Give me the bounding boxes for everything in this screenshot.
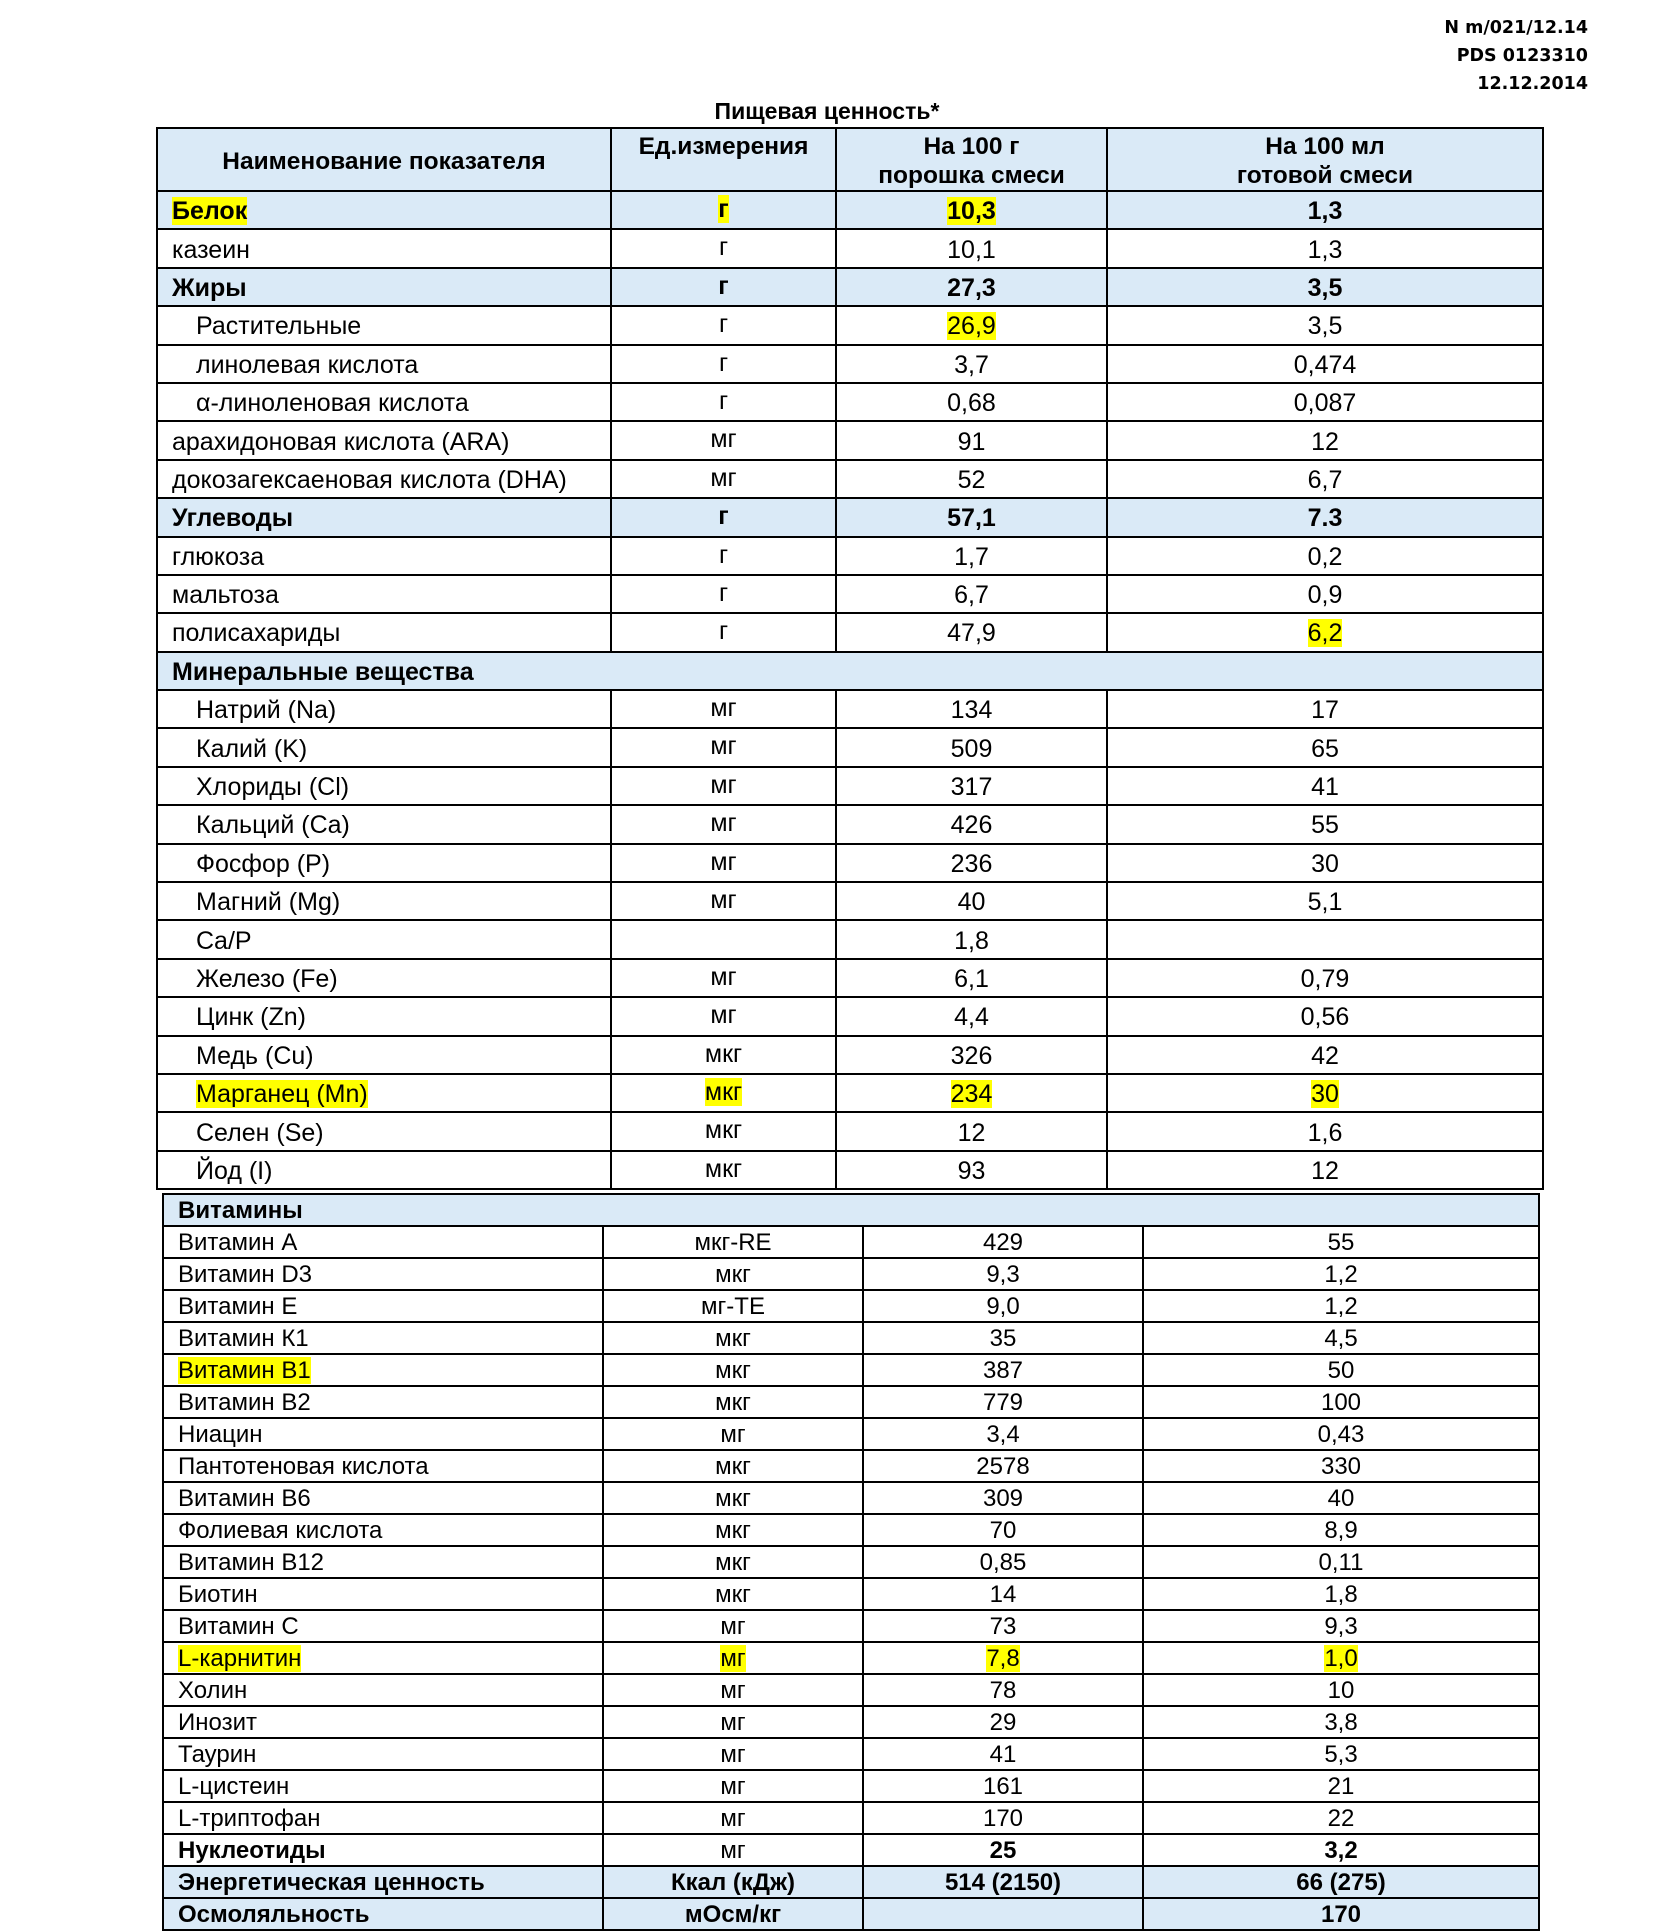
row-value-100ml: 9,3: [1143, 1610, 1539, 1642]
row-value-100ml: 21: [1143, 1770, 1539, 1802]
row-value-100ml: 170: [1143, 1898, 1539, 1930]
row-name: Витамин В12: [163, 1546, 603, 1578]
table-row: [157, 1074, 1543, 1112]
nutrition-table: [156, 127, 1544, 1190]
table-row: [163, 1514, 1539, 1546]
document-meta: [1444, 14, 1588, 98]
row-value-100ml: 12: [1107, 1151, 1543, 1189]
row-name: Ниацин: [163, 1418, 603, 1450]
row-value-100ml: 0,2: [1107, 537, 1543, 575]
table-row: [157, 767, 1543, 805]
row-unit: мг: [611, 767, 836, 805]
row-unit: мг: [611, 997, 836, 1035]
row-name: L-триптофан: [163, 1802, 603, 1834]
section-title: Витамины: [163, 1194, 1539, 1226]
table-row: [163, 1226, 1539, 1258]
row-name: Фолиевая кислота: [163, 1514, 603, 1546]
row-unit: мг: [611, 460, 836, 498]
table-row: [157, 1036, 1543, 1074]
row-value-100g: 91: [836, 421, 1107, 459]
table-row: [163, 1546, 1539, 1578]
row-value-100ml: 6,2: [1307, 619, 1343, 648]
row-value-100g: 234: [950, 1080, 993, 1109]
row-unit: мг-ТЕ: [603, 1290, 863, 1322]
row-name: Марганец (Mn): [196, 1080, 368, 1109]
table-row: [163, 1674, 1539, 1706]
row-value-100ml: 0,474: [1107, 345, 1543, 383]
row-unit: г: [611, 345, 836, 383]
table-row: [157, 537, 1543, 575]
row-unit: мкг: [603, 1450, 863, 1482]
row-value-100ml: [1107, 920, 1543, 958]
table-row: [157, 920, 1543, 958]
table-row: [163, 1866, 1539, 1898]
table-row: [163, 1770, 1539, 1802]
row-unit: мг: [611, 805, 836, 843]
row-value-100ml: 55: [1107, 805, 1543, 843]
row-unit: мкг: [603, 1258, 863, 1290]
row-value-100g: 161: [863, 1770, 1143, 1802]
row-name: Хлориды (Cl): [157, 767, 611, 805]
table-row: [163, 1738, 1539, 1770]
header-per-100g: На 100 г порошка смеси: [836, 128, 1107, 191]
row-value-100ml: 50: [1143, 1354, 1539, 1386]
row-value-100g: 9,3: [863, 1258, 1143, 1290]
row-name: Натрий (Na): [157, 690, 611, 728]
row-value-100ml: 3,2: [1143, 1834, 1539, 1866]
table-row: [163, 1354, 1539, 1386]
table-row: [157, 1112, 1543, 1150]
row-unit: мОсм/кг: [603, 1898, 863, 1930]
table-row: [163, 1290, 1539, 1322]
row-unit: мг: [603, 1738, 863, 1770]
row-value-100ml: 0,56: [1107, 997, 1543, 1035]
row-value-100ml: 1,3: [1107, 191, 1543, 229]
row-value-100g: 7,8: [986, 1645, 1020, 1672]
table-row: [163, 1642, 1539, 1674]
table-row: [157, 383, 1543, 421]
row-value-100g: 236: [836, 844, 1107, 882]
row-value-100g: 47,9: [836, 613, 1107, 651]
row-unit: г: [611, 306, 836, 344]
section-header-minerals: [157, 652, 1543, 690]
doc-date: 12.12.2014: [1477, 74, 1588, 94]
row-unit: мкг: [611, 1112, 836, 1150]
row-value-100g: [863, 1898, 1143, 1930]
row-unit: мкг: [603, 1386, 863, 1418]
table-row: [157, 690, 1543, 728]
section-title: Минеральные вещества: [157, 652, 1543, 690]
row-value-100ml: 3,8: [1143, 1706, 1539, 1738]
row-name: Витамин В1: [178, 1357, 311, 1384]
row-value-100g: 9,0: [863, 1290, 1143, 1322]
table-row: [157, 460, 1543, 498]
row-name: казеин: [157, 229, 611, 267]
table-header: [157, 128, 1543, 191]
row-value-100ml: 1,3: [1107, 229, 1543, 267]
row-value-100g: 134: [836, 690, 1107, 728]
row-value-100g: 3,4: [863, 1418, 1143, 1450]
row-value-100ml: 41: [1107, 767, 1543, 805]
table-row: [157, 306, 1543, 344]
vitamins-table: [162, 1193, 1540, 1931]
row-unit: мкг: [603, 1514, 863, 1546]
row-value-100g: 35: [863, 1322, 1143, 1354]
header-per-100ml: На 100 мл готовой смеси: [1107, 128, 1543, 191]
row-value-100ml: 66 (275): [1143, 1866, 1539, 1898]
row-value-100ml: 10: [1143, 1674, 1539, 1706]
page-title: Пищевая ценность*: [714, 98, 940, 124]
row-value-100g: 326: [836, 1036, 1107, 1074]
row-value-100ml: 330: [1143, 1450, 1539, 1482]
row-value-100g: 509: [836, 728, 1107, 766]
row-unit: г: [611, 575, 836, 613]
row-unit: мг: [611, 690, 836, 728]
row-value-100g: 70: [863, 1514, 1143, 1546]
row-name: глюкоза: [157, 537, 611, 575]
row-unit: Ккал (кДж): [603, 1866, 863, 1898]
row-value-100g: 2578: [863, 1450, 1143, 1482]
row-value-100g: 29: [863, 1706, 1143, 1738]
row-name: L-карнитин: [178, 1645, 302, 1672]
row-value-100g: 4,4: [836, 997, 1107, 1035]
row-value-100ml: 0,11: [1143, 1546, 1539, 1578]
row-unit: мкг: [603, 1482, 863, 1514]
pds-number: PDS 0123310: [1456, 46, 1588, 66]
row-value-100ml: 65: [1107, 728, 1543, 766]
row-value-100g: 93: [836, 1151, 1107, 1189]
row-name: Цинк (Zn): [157, 997, 611, 1035]
row-value-100ml: 30: [1311, 1080, 1339, 1109]
table-row: [157, 959, 1543, 997]
row-name: Белок: [172, 197, 248, 226]
row-unit: мкг: [704, 1077, 743, 1106]
table-row: [157, 844, 1543, 882]
table-row: [163, 1418, 1539, 1450]
row-name: Витамин В6: [163, 1482, 603, 1514]
row-unit: мкг: [603, 1546, 863, 1578]
row-name: Витамин В2: [163, 1386, 603, 1418]
row-unit: мг: [611, 882, 836, 920]
row-value-100g: 12: [836, 1112, 1107, 1150]
row-value-100g: 0,68: [836, 383, 1107, 421]
row-unit: мг: [603, 1802, 863, 1834]
row-name: Калий (K): [157, 728, 611, 766]
row-name: арахидоновая кислота (ARA): [157, 421, 611, 459]
row-name: Фосфор (P): [157, 844, 611, 882]
row-name: Нуклеотиды: [163, 1834, 603, 1866]
row-unit: мг: [603, 1674, 863, 1706]
row-name: Йод (I): [157, 1151, 611, 1189]
row-unit: мкг-RE: [603, 1226, 863, 1258]
row-value-100ml: 0,79: [1107, 959, 1543, 997]
row-unit: г: [611, 537, 836, 575]
row-value-100ml: 5,3: [1143, 1738, 1539, 1770]
row-unit: мг: [611, 421, 836, 459]
table-row: [157, 575, 1543, 613]
row-value-100ml: 30: [1107, 844, 1543, 882]
row-value-100g: 73: [863, 1610, 1143, 1642]
row-unit: мг: [720, 1645, 746, 1672]
row-unit: г: [611, 268, 836, 306]
row-value-100g: 41: [863, 1738, 1143, 1770]
row-value-100ml: 6,7: [1107, 460, 1543, 498]
table-row: [157, 498, 1543, 536]
row-name: Биотин: [163, 1578, 603, 1610]
row-unit: мкг: [611, 1151, 836, 1189]
table-row: [163, 1450, 1539, 1482]
row-value-100g: 57,1: [836, 498, 1107, 536]
row-value-100ml: 40: [1143, 1482, 1539, 1514]
row-unit: мг: [611, 728, 836, 766]
table-row: [163, 1610, 1539, 1642]
row-value-100g: 26,9: [947, 312, 996, 341]
row-value-100g: 40: [836, 882, 1107, 920]
row-unit: мг: [603, 1770, 863, 1802]
table-row: [157, 345, 1543, 383]
row-name: Витамин К1: [163, 1322, 603, 1354]
row-value-100g: 1,7: [836, 537, 1107, 575]
row-unit: [611, 920, 836, 958]
row-value-100ml: 55: [1143, 1226, 1539, 1258]
table-row: [163, 1258, 1539, 1290]
row-name: Холин: [163, 1674, 603, 1706]
row-unit: мг: [603, 1706, 863, 1738]
row-name: α-линоленовая кислота: [157, 383, 611, 421]
row-value-100g: 25: [863, 1834, 1143, 1866]
table-row: [163, 1834, 1539, 1866]
row-unit: мкг: [603, 1354, 863, 1386]
row-name: Инозит: [163, 1706, 603, 1738]
table-row: [157, 805, 1543, 843]
row-unit: г: [611, 383, 836, 421]
row-name: Ca/P: [157, 920, 611, 958]
row-value-100g: 170: [863, 1802, 1143, 1834]
row-unit: мг: [603, 1834, 863, 1866]
row-name: Витамин D3: [163, 1258, 603, 1290]
row-value-100g: 14: [863, 1578, 1143, 1610]
row-value-100ml: 1,6: [1107, 1112, 1543, 1150]
row-unit: мкг: [603, 1322, 863, 1354]
row-name: Жиры: [157, 268, 611, 306]
row-name: полисахариды: [157, 613, 611, 651]
row-unit: мг: [603, 1610, 863, 1642]
row-unit: г: [611, 498, 836, 536]
table-row: [163, 1802, 1539, 1834]
row-unit: г: [611, 229, 836, 267]
table-row: [157, 1151, 1543, 1189]
table-row: [157, 997, 1543, 1035]
doc-code: N m/021/12.14: [1444, 18, 1588, 38]
row-value-100g: 429: [863, 1226, 1143, 1258]
row-value-100ml: 0,087: [1107, 383, 1543, 421]
row-name: Растительные: [157, 306, 611, 344]
row-name: Таурин: [163, 1738, 603, 1770]
row-name: Энергетическая ценность: [163, 1866, 603, 1898]
row-unit: г: [718, 195, 729, 223]
row-value-100ml: 100: [1143, 1386, 1539, 1418]
row-value-100ml: 12: [1107, 421, 1543, 459]
row-value-100g: 514 (2150): [863, 1866, 1143, 1898]
row-name: Осмоляльность: [163, 1898, 603, 1930]
row-name: L-цистеин: [163, 1770, 603, 1802]
row-unit: мг: [611, 844, 836, 882]
row-value-100g: 426: [836, 805, 1107, 843]
row-value-100ml: 7.3: [1107, 498, 1543, 536]
row-value-100g: 10,3: [947, 197, 996, 226]
row-name: Селен (Se): [157, 1112, 611, 1150]
row-value-100g: 779: [863, 1386, 1143, 1418]
row-name: Магний (Mg): [157, 882, 611, 920]
row-value-100ml: 3,5: [1107, 268, 1543, 306]
row-value-100g: 387: [863, 1354, 1143, 1386]
row-name: Пантотеновая кислота: [163, 1450, 603, 1482]
row-name: Углеводы: [157, 498, 611, 536]
section-header-vitamins: [163, 1194, 1539, 1226]
row-value-100g: 52: [836, 460, 1107, 498]
header-unit: Ед.измерения: [611, 128, 836, 191]
header-name: Наименование показателя: [157, 128, 611, 191]
table-row: [157, 728, 1543, 766]
row-value-100g: 27,3: [836, 268, 1107, 306]
row-value-100g: 6,7: [836, 575, 1107, 613]
row-unit: г: [611, 613, 836, 651]
row-unit: мкг: [603, 1578, 863, 1610]
row-value-100ml: 0,43: [1143, 1418, 1539, 1450]
table-row: [163, 1322, 1539, 1354]
row-value-100g: 0,85: [863, 1546, 1143, 1578]
table-row: [157, 268, 1543, 306]
row-name: Витамин А: [163, 1226, 603, 1258]
table-row: [163, 1898, 1539, 1930]
table-row: [163, 1482, 1539, 1514]
table-row: [157, 191, 1543, 229]
row-name: Витамин С: [163, 1610, 603, 1642]
row-name: Витамин Е: [163, 1290, 603, 1322]
table-row: [163, 1578, 1539, 1610]
row-value-100g: 309: [863, 1482, 1143, 1514]
row-name: докозагексаеновая кислота (DHA): [157, 460, 611, 498]
row-value-100ml: 5,1: [1107, 882, 1543, 920]
row-value-100ml: 8,9: [1143, 1514, 1539, 1546]
row-value-100ml: 1,2: [1143, 1258, 1539, 1290]
row-value-100ml: 1,2: [1143, 1290, 1539, 1322]
row-name: Кальций (Ca): [157, 805, 611, 843]
row-value-100ml: 22: [1143, 1802, 1539, 1834]
row-value-100ml: 17: [1107, 690, 1543, 728]
table-row: [157, 613, 1543, 651]
row-name: мальтоза: [157, 575, 611, 613]
row-unit: мг: [611, 959, 836, 997]
row-value-100ml: 0,9: [1107, 575, 1543, 613]
row-value-100g: 1,8: [836, 920, 1107, 958]
row-value-100ml: 3,5: [1107, 306, 1543, 344]
row-value-100ml: 1,0: [1324, 1645, 1358, 1672]
row-value-100ml: 1,8: [1143, 1578, 1539, 1610]
row-unit: мг: [603, 1418, 863, 1450]
table-row: [157, 882, 1543, 920]
row-value-100ml: 4,5: [1143, 1322, 1539, 1354]
table-row: [157, 421, 1543, 459]
row-value-100g: 317: [836, 767, 1107, 805]
row-value-100g: 10,1: [836, 229, 1107, 267]
table-row: [163, 1706, 1539, 1738]
table-row: [163, 1386, 1539, 1418]
row-name: линолевая кислота: [157, 345, 611, 383]
row-value-100ml: 42: [1107, 1036, 1543, 1074]
row-unit: мкг: [611, 1036, 836, 1074]
row-value-100g: 78: [863, 1674, 1143, 1706]
row-name: Железо (Fe): [157, 959, 611, 997]
row-value-100g: 3,7: [836, 345, 1107, 383]
row-value-100g: 6,1: [836, 959, 1107, 997]
row-name: Медь (Cu): [157, 1036, 611, 1074]
table-row: [157, 229, 1543, 267]
